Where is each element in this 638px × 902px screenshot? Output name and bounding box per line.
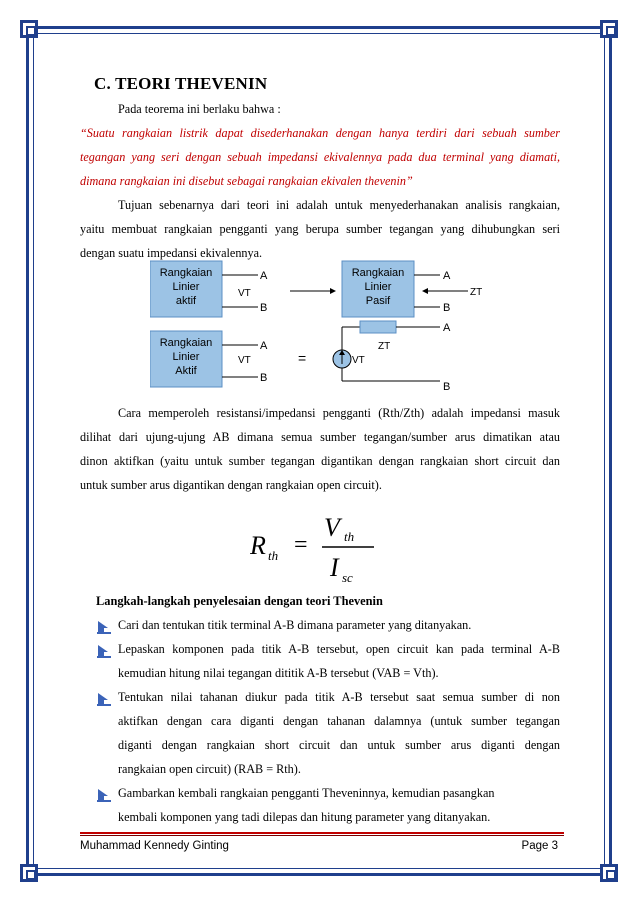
thevenin-circuit-diagram bbox=[150, 259, 490, 391]
step-line: rangkaian open circuit) (RAB = Rth). bbox=[118, 762, 301, 776]
terminal-a-label: A bbox=[443, 322, 451, 334]
terminal-a-label: A bbox=[443, 270, 451, 282]
terminal-b-label: B bbox=[443, 381, 451, 391]
footer-author: Muhammad Kennedy Ginting bbox=[80, 840, 229, 852]
formula-v-sub: th bbox=[344, 529, 355, 544]
zt-label: ZT bbox=[378, 341, 391, 352]
step-line: Lepaskan komponen pada titik A-B tersebut, open circuit kan pada terminal A-B bbox=[118, 642, 560, 656]
box-label: Linier bbox=[172, 351, 200, 363]
arrow-bullet-icon bbox=[96, 788, 112, 802]
section-heading: C. TEORI THEVENIN bbox=[94, 74, 268, 93]
quote-line: tegangan yang seri dengan sebuah impedansi ekivalennya pada dua terminal yang diamati, bbox=[80, 150, 560, 164]
formula-r: R bbox=[250, 531, 266, 560]
thevenin-quote bbox=[80, 121, 560, 193]
paragraph-line: yaitu membuat rangkaian pengganti yang berupa sumber tegangan yang dihubungkan seri bbox=[80, 222, 560, 236]
step-line: kembali komponen yang tadi dilepas dan hitung parameter yang ditanyakan. bbox=[118, 810, 491, 824]
step-item bbox=[118, 637, 560, 685]
footer-page-number: Page 3 bbox=[521, 840, 558, 852]
step-item bbox=[118, 781, 560, 829]
quote-line: dimana rangkaian ini disebut sebagai rangkaian ekivalen thevenin” bbox=[80, 174, 413, 188]
zt-label: ZT bbox=[470, 287, 483, 298]
step-item bbox=[118, 613, 560, 637]
steps-title: Langkah-langkah penyelesaian dengan teori Thevenin bbox=[96, 594, 383, 608]
box-label: Rangkaian bbox=[159, 337, 213, 349]
step-line: Gambarkan kembali rangkaian pengganti Theveninnya, kemudian pasangkan bbox=[118, 786, 495, 800]
corner-ornament bbox=[20, 864, 38, 882]
paragraph-line: dengan suatu impedansi ekivalennya. bbox=[80, 246, 263, 260]
footer-rule bbox=[80, 835, 564, 836]
formula-i: I bbox=[330, 553, 339, 582]
terminal-b-label: B bbox=[260, 302, 268, 314]
footer-rule bbox=[80, 832, 564, 834]
arrow-bullet-icon bbox=[96, 644, 112, 658]
step-line: Cari dan tentukan titik terminal A-B dimana parameter yang ditanyakan. bbox=[118, 618, 472, 632]
box-label: Rangkaian bbox=[159, 267, 213, 279]
method-paragraph bbox=[80, 401, 560, 497]
purpose-paragraph bbox=[80, 193, 560, 265]
intro-paragraph bbox=[80, 97, 560, 121]
box-label: Aktif bbox=[175, 365, 197, 377]
terminal-a-label: A bbox=[260, 340, 268, 352]
step-line: aktifkan dengan cara diganti dengan tahanan dalamnya (untuk sumber tegangan bbox=[118, 714, 560, 728]
step-line: diganti dengan rangkaian short circuit dan untuk sumber arus diganti dengan bbox=[118, 738, 560, 752]
terminal-a-label: A bbox=[260, 270, 268, 282]
paragraph-line: untuk sumber arus digantikan dengan rangkaian open circuit). bbox=[80, 478, 382, 492]
paragraph-line: Cara memperoleh resistansi/impedansi pengganti (Rth/Zth) adalah impedansi masuk bbox=[118, 406, 560, 420]
impedance-zt bbox=[360, 321, 396, 333]
corner-ornament bbox=[20, 20, 38, 38]
box-label: Pasif bbox=[365, 295, 391, 307]
corner-ornament bbox=[600, 864, 618, 882]
terminal-b-label: B bbox=[260, 372, 268, 384]
paragraph-line: Tujuan sebenarnya dari teori ini adalah untuk menyederhanakan analisis rangkaian, bbox=[118, 198, 560, 212]
vt-label: VT bbox=[238, 288, 251, 299]
arrow-bullet-icon bbox=[96, 620, 112, 634]
corner-ornament bbox=[600, 20, 618, 38]
formula-equals: = bbox=[294, 532, 308, 558]
equals-sign: = bbox=[298, 350, 307, 366]
arrow-bullet-icon bbox=[96, 692, 112, 706]
formula-v: V bbox=[324, 513, 340, 542]
formula-i-sub: sc bbox=[342, 570, 353, 585]
step-line: Tentukan nilai tahanan diukur pada titik A-B tersebut saat semua sumber di non bbox=[118, 690, 560, 704]
formula-r-sub: th bbox=[268, 548, 279, 563]
rth-formula bbox=[250, 510, 390, 586]
box-label: Linier bbox=[172, 281, 200, 293]
box-label: Rangkaian bbox=[351, 267, 405, 279]
paragraph-line: dilihat dari ujung-ujung AB dimana semua sumber tegangan/sumber arus dimatikan atau bbox=[80, 430, 560, 444]
paragraph-line: dinon aktifkan (yaitu untuk sumber tegangan digantikan dengan rangkaian short circuit dan bbox=[80, 454, 560, 468]
box-label: aktif bbox=[175, 295, 197, 307]
vt-label: VT bbox=[352, 355, 365, 366]
quote-line: “Suatu rangkaian listrik dapat disederhanakan dengan hanya terdiri dari sebuah sumber bbox=[80, 126, 560, 140]
intro-text: Pada teorema ini berlaku bahwa : bbox=[118, 102, 281, 116]
step-line: kemudian hitung nilai tegangan dititik A-B tersebut (VAB = Vth). bbox=[118, 666, 439, 680]
vt-label: VT bbox=[238, 355, 251, 366]
box-label: Linier bbox=[364, 281, 392, 293]
terminal-b-label: B bbox=[443, 302, 451, 314]
step-item bbox=[118, 685, 560, 781]
